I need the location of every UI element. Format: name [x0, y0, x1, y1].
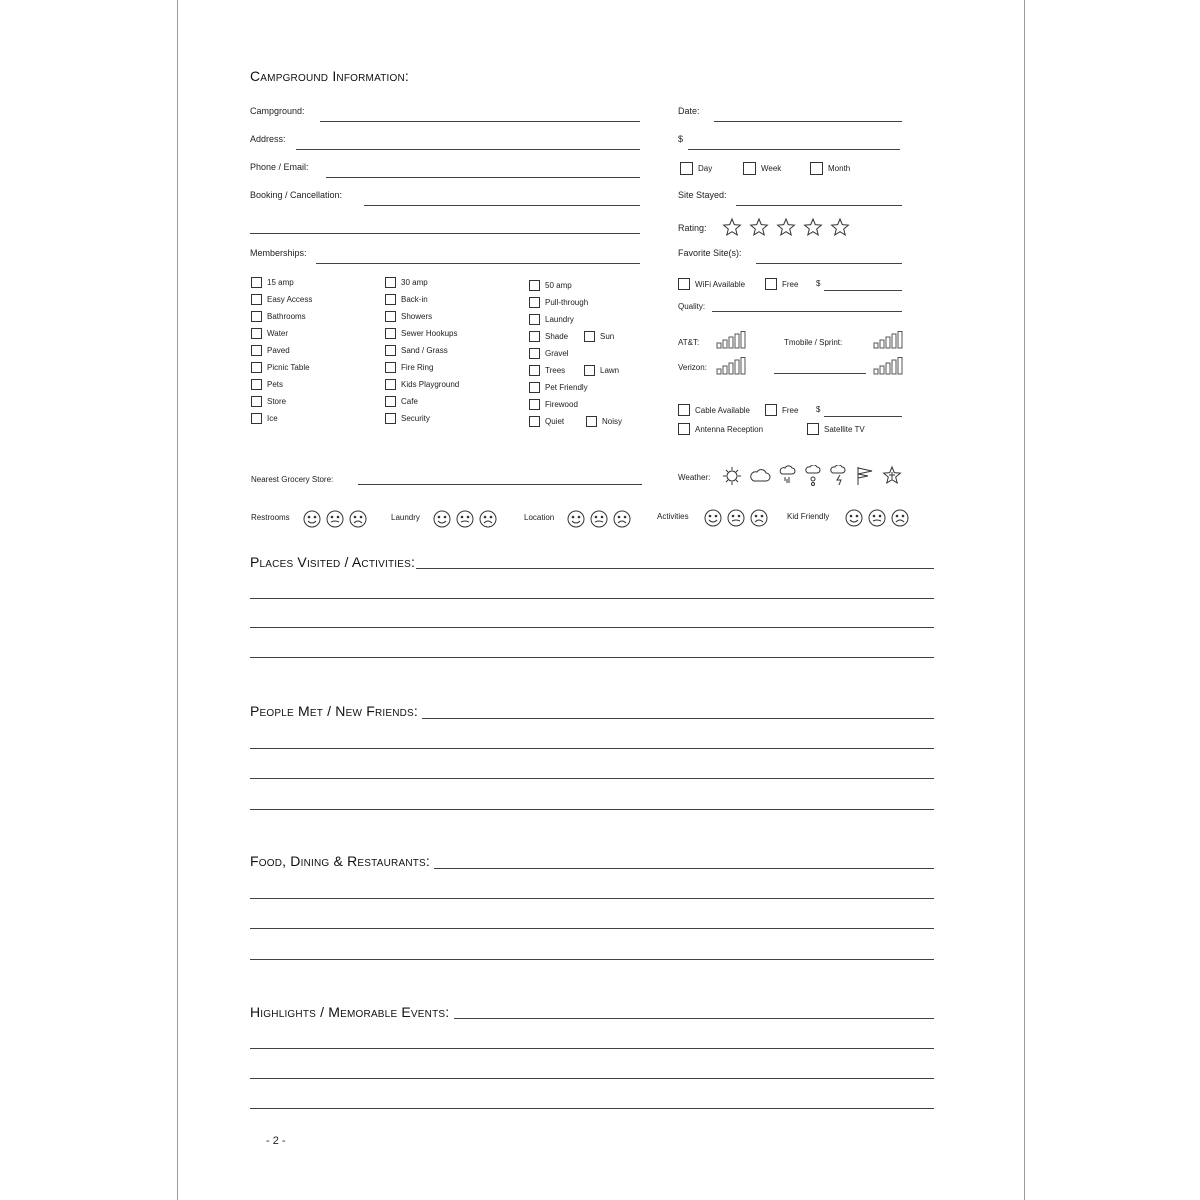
booking-cancellation-field[interactable]: [364, 205, 640, 206]
checkbox-satellite-tv[interactable]: [807, 423, 865, 435]
amenity-checkbox-lawn[interactable]: [584, 365, 619, 376]
amenity-checkbox[interactable]: [251, 277, 294, 288]
rating-stars[interactable]: [722, 217, 858, 237]
amenity-label: Fire Ring: [401, 363, 434, 372]
neutral-face-icon: [457, 511, 473, 527]
favorite-sites-label: Favorite Site(s):: [678, 248, 742, 258]
sad-face-icon: [751, 510, 767, 526]
checkbox-week[interactable]: [743, 162, 781, 175]
amenity-label: Water: [267, 329, 289, 338]
sad-face-icon: [614, 511, 630, 527]
weather-icons[interactable]: [722, 465, 912, 487]
star-icon: [724, 219, 741, 235]
neutral-face-icon: [591, 511, 607, 527]
food-line-3[interactable]: [250, 928, 934, 929]
section-title-people: People Met / New Friends:: [250, 703, 419, 719]
amenity-checkbox[interactable]: [529, 365, 565, 376]
amenity-checkbox[interactable]: [251, 311, 306, 322]
food-line-2[interactable]: [250, 898, 934, 899]
phone-email-label: Phone / Email:: [250, 162, 309, 172]
amenity-label: Sand / Grass: [401, 346, 448, 355]
checkbox[interactable]: [385, 345, 396, 356]
amenity-label: 15 amp: [267, 278, 294, 287]
amenity-label: Pets: [267, 380, 284, 389]
checkbox-cable-free[interactable]: [765, 404, 798, 416]
wind-icon: [858, 467, 872, 485]
weather-label: Weather:: [678, 473, 711, 482]
checkbox[interactable]: [529, 365, 540, 376]
amenity-label: Bathrooms: [267, 312, 306, 321]
neutral-face-icon: [728, 510, 744, 526]
amenity-label: Sewer Hookups: [401, 329, 458, 338]
cloud-icon: [751, 470, 770, 481]
amenity-label: Cafe: [401, 397, 418, 406]
amenity-checkbox[interactable]: [251, 328, 288, 339]
highlights-line-4[interactable]: [250, 1108, 934, 1109]
rating-faces-laundry[interactable]: [433, 509, 499, 529]
amenity-label: Easy Access: [267, 295, 313, 304]
amenity-checkbox[interactable]: [385, 379, 459, 390]
rating-restrooms-label: Restrooms: [251, 513, 290, 522]
happy-face-icon: [434, 511, 450, 527]
checkbox[interactable]: [251, 396, 262, 407]
amenity-label: Pull-through: [545, 298, 589, 307]
people-line-1[interactable]: [422, 718, 934, 719]
amenity-checkbox[interactable]: [529, 416, 564, 427]
amenity-checkbox[interactable]: [251, 362, 310, 373]
amenity-checkbox[interactable]: [385, 294, 428, 305]
checkbox-wifi-free-box[interactable]: [765, 278, 777, 290]
signal-bars-icon[interactable]: [716, 331, 746, 349]
rating-faces-restrooms[interactable]: [303, 509, 369, 529]
amenity-label: Laundry: [545, 315, 574, 324]
snowflake-icon: [884, 467, 901, 483]
memberships-field[interactable]: [316, 263, 640, 264]
checkbox[interactable]: [584, 331, 595, 342]
amenity-checkbox[interactable]: [251, 379, 283, 390]
page-number: - 2 -: [266, 1135, 286, 1147]
checkbox[interactable]: [251, 294, 262, 305]
checkbox-day-label: Day: [698, 164, 713, 173]
section-title-food: Food, Dining & Restaurants:: [250, 853, 431, 869]
food-line-4[interactable]: [250, 959, 934, 960]
checkbox[interactable]: [586, 416, 597, 427]
rating-kid-friendly-label: Kid Friendly: [787, 512, 830, 521]
amenity-checkbox[interactable]: [385, 396, 418, 407]
checkbox[interactable]: [529, 399, 540, 410]
signal-bars-icon[interactable]: [716, 357, 746, 375]
checkbox[interactable]: [529, 348, 540, 359]
checkbox[interactable]: [251, 362, 262, 373]
amenity-label: Firewood: [545, 400, 578, 409]
checkbox[interactable]: [529, 416, 540, 427]
cable-cost-label: $: [816, 405, 821, 414]
checkbox-week-box[interactable]: [743, 162, 756, 175]
cost-label: $: [678, 134, 684, 144]
checkbox[interactable]: [385, 328, 396, 339]
checkbox[interactable]: [529, 314, 540, 325]
happy-face-icon: [568, 511, 584, 527]
storm-icon: [831, 465, 845, 485]
nearest-grocery-label: Nearest Grocery Store:: [251, 475, 334, 484]
address-field[interactable]: [296, 149, 640, 150]
amenity-label: Kids Playground: [401, 380, 460, 389]
campground-field[interactable]: [320, 121, 640, 122]
amenity-label: Store: [267, 397, 287, 406]
sad-face-icon: [480, 511, 496, 527]
checkbox[interactable]: [385, 294, 396, 305]
amenity-label: Quiet: [545, 417, 565, 426]
amenity-checkbox[interactable]: [385, 345, 448, 356]
checkbox[interactable]: [529, 382, 540, 393]
checkbox[interactable]: [385, 396, 396, 407]
checkbox-wifi-free[interactable]: [765, 278, 798, 290]
checkbox-day-box[interactable]: [680, 162, 693, 175]
places-line-2[interactable]: [250, 598, 934, 599]
cable-cost-field[interactable]: [824, 416, 902, 417]
wifi-available-label: WiFi Available: [695, 279, 746, 289]
amenity-checkbox[interactable]: [385, 362, 433, 373]
booking-cancellation-field-2[interactable]: [250, 233, 640, 234]
amenity-checkbox[interactable]: [529, 331, 568, 342]
rain-icon: [780, 466, 795, 483]
verizon-label: Verizon:: [678, 363, 707, 372]
people-line-3[interactable]: [250, 778, 934, 779]
amenity-checkbox[interactable]: [385, 277, 428, 288]
checkbox-cable-free-box[interactable]: [765, 404, 777, 416]
star-icon: [805, 219, 822, 235]
amenity-checkbox[interactable]: [529, 297, 588, 308]
checkbox[interactable]: [529, 280, 540, 291]
happy-face-icon: [304, 511, 320, 527]
satellite-tv-label: Satellite TV: [824, 424, 865, 434]
checkbox-month-label: Month: [828, 164, 851, 173]
amenity-checkbox[interactable]: [385, 328, 457, 339]
quality-label: Quality:: [678, 302, 706, 311]
places-line-4[interactable]: [250, 657, 934, 658]
amenity-label: Security: [401, 414, 430, 423]
rating-label: Rating:: [678, 223, 707, 233]
snow-icon: [806, 465, 820, 486]
cable-free-label: Free: [782, 405, 799, 415]
booking-cancellation-label: Booking / Cancellation:: [250, 190, 343, 200]
checkbox-day[interactable]: [680, 162, 712, 175]
checkbox-cable-box[interactable]: [678, 404, 690, 416]
antenna-reception-label: Antenna Reception: [695, 424, 764, 434]
amenity-checkbox[interactable]: [251, 413, 278, 424]
amenity-label: Sun: [600, 332, 615, 341]
amenity-checkbox[interactable]: [251, 294, 312, 305]
amenity-label: Paved: [267, 346, 290, 355]
att-label: AT&T:: [678, 338, 700, 347]
checkbox[interactable]: [251, 379, 262, 390]
rating-activities-label: Activities: [657, 512, 689, 521]
nearest-grocery-field[interactable]: [358, 484, 642, 485]
checkbox-antenna-box[interactable]: [678, 423, 690, 435]
amenity-checkbox[interactable]: [529, 280, 572, 291]
section-title-campground: Campground Information:: [250, 68, 409, 84]
wifi-free-label: Free: [782, 279, 799, 289]
happy-face-icon: [846, 510, 862, 526]
happy-face-icon: [705, 510, 721, 526]
checkbox[interactable]: [385, 362, 396, 373]
amenity-checkbox[interactable]: [529, 382, 588, 393]
checkbox[interactable]: [251, 328, 262, 339]
amenity-checkbox-sun[interactable]: [584, 331, 614, 342]
people-line-4[interactable]: [250, 809, 934, 810]
checkbox-antenna-reception[interactable]: [678, 423, 763, 435]
cable-available-label: Cable Available: [695, 405, 751, 415]
star-icon: [751, 219, 768, 235]
checkbox[interactable]: [251, 277, 262, 288]
ratings-row: [251, 508, 951, 530]
amenity-label: Lawn: [600, 366, 620, 375]
wifi-cost-label: $: [816, 279, 821, 288]
checkbox-satellite-box[interactable]: [807, 423, 819, 435]
amenity-label: 50 amp: [545, 281, 572, 290]
amenity-label: Picnic Table: [267, 363, 310, 372]
favorite-sites-field[interactable]: [756, 263, 902, 264]
date-label: Date:: [678, 106, 700, 116]
site-stayed-label: Site Stayed:: [678, 190, 727, 200]
highlights-line-2[interactable]: [250, 1048, 934, 1049]
amenity-checkbox-noisy[interactable]: [586, 416, 622, 427]
neutral-face-icon: [869, 510, 885, 526]
highlights-line-3[interactable]: [250, 1078, 934, 1079]
checkbox-cable-available[interactable]: [678, 404, 750, 416]
checkbox[interactable]: [251, 311, 262, 322]
rating-location-label: Location: [524, 513, 555, 522]
section-title-highlights: Highlights / Memorable Events:: [250, 1004, 450, 1020]
checkbox[interactable]: [584, 365, 595, 376]
date-field[interactable]: [714, 121, 902, 122]
quality-field[interactable]: [712, 311, 902, 312]
rating-faces-kid-friendly[interactable]: [845, 508, 911, 528]
journal-page: [177, 0, 1025, 1200]
checkbox[interactable]: [529, 297, 540, 308]
amenity-label: Shade: [545, 332, 569, 341]
checkbox[interactable]: [385, 311, 396, 322]
amenity-label: Back-in: [401, 295, 428, 304]
checkbox[interactable]: [385, 413, 396, 424]
star-icon: [832, 219, 849, 235]
people-line-2[interactable]: [250, 748, 934, 749]
checkbox-wifi-box[interactable]: [678, 278, 690, 290]
amenity-label: Noisy: [602, 417, 623, 426]
amenity-label: Pet Friendly: [545, 383, 588, 392]
memberships-label: Memberships:: [250, 248, 307, 258]
sad-face-icon: [892, 510, 908, 526]
amenity-checkbox[interactable]: [385, 413, 430, 424]
checkbox[interactable]: [251, 345, 262, 356]
places-line-1[interactable]: [416, 568, 934, 569]
checkbox-month-box[interactable]: [810, 162, 823, 175]
sun-icon: [723, 467, 741, 485]
neutral-face-icon: [327, 511, 343, 527]
amenity-checkbox[interactable]: [529, 348, 569, 359]
sad-face-icon: [350, 511, 366, 527]
signal-bars-icon[interactable]: [873, 331, 903, 349]
checkbox[interactable]: [251, 413, 262, 424]
checkbox[interactable]: [385, 277, 396, 288]
checkbox-month[interactable]: [810, 162, 850, 175]
checkbox[interactable]: [529, 331, 540, 342]
amenity-label: 30 amp: [401, 278, 428, 287]
signal-bars-icon[interactable]: [873, 357, 903, 375]
phone-email-field[interactable]: [326, 177, 640, 178]
tmobile-sprint-label: Tmobile / Sprint:: [784, 338, 843, 347]
rating-laundry-label: Laundry: [391, 513, 420, 522]
places-line-3[interactable]: [250, 627, 934, 628]
star-icon: [778, 219, 795, 235]
wifi-cost-field[interactable]: [824, 290, 902, 291]
campground-label: Campground:: [250, 106, 305, 116]
other-carrier-field[interactable]: [774, 373, 866, 374]
checkbox-wifi-available[interactable]: [678, 278, 745, 290]
food-line-1[interactable]: [434, 868, 934, 869]
section-title-places: Places Visited / Activities:: [250, 554, 416, 570]
amenity-label: Trees: [545, 366, 566, 375]
amenity-checkbox[interactable]: [529, 314, 574, 325]
rating-faces-location[interactable]: [567, 509, 633, 529]
rating-faces-activities[interactable]: [704, 508, 770, 528]
amenity-checkbox[interactable]: [385, 311, 432, 322]
amenity-checkbox[interactable]: [251, 396, 286, 407]
amenity-label: Showers: [401, 312, 433, 321]
amenity-label: Ice: [267, 414, 278, 423]
site-stayed-field[interactable]: [736, 205, 902, 206]
amenity-label: Gravel: [545, 349, 569, 358]
checkbox[interactable]: [385, 379, 396, 390]
amenity-checkbox[interactable]: [251, 345, 290, 356]
cost-field[interactable]: [688, 149, 900, 150]
address-label: Address:: [250, 134, 286, 144]
amenity-checkbox[interactable]: [529, 399, 578, 410]
checkbox-week-label: Week: [761, 164, 782, 173]
highlights-line-1[interactable]: [454, 1018, 934, 1019]
